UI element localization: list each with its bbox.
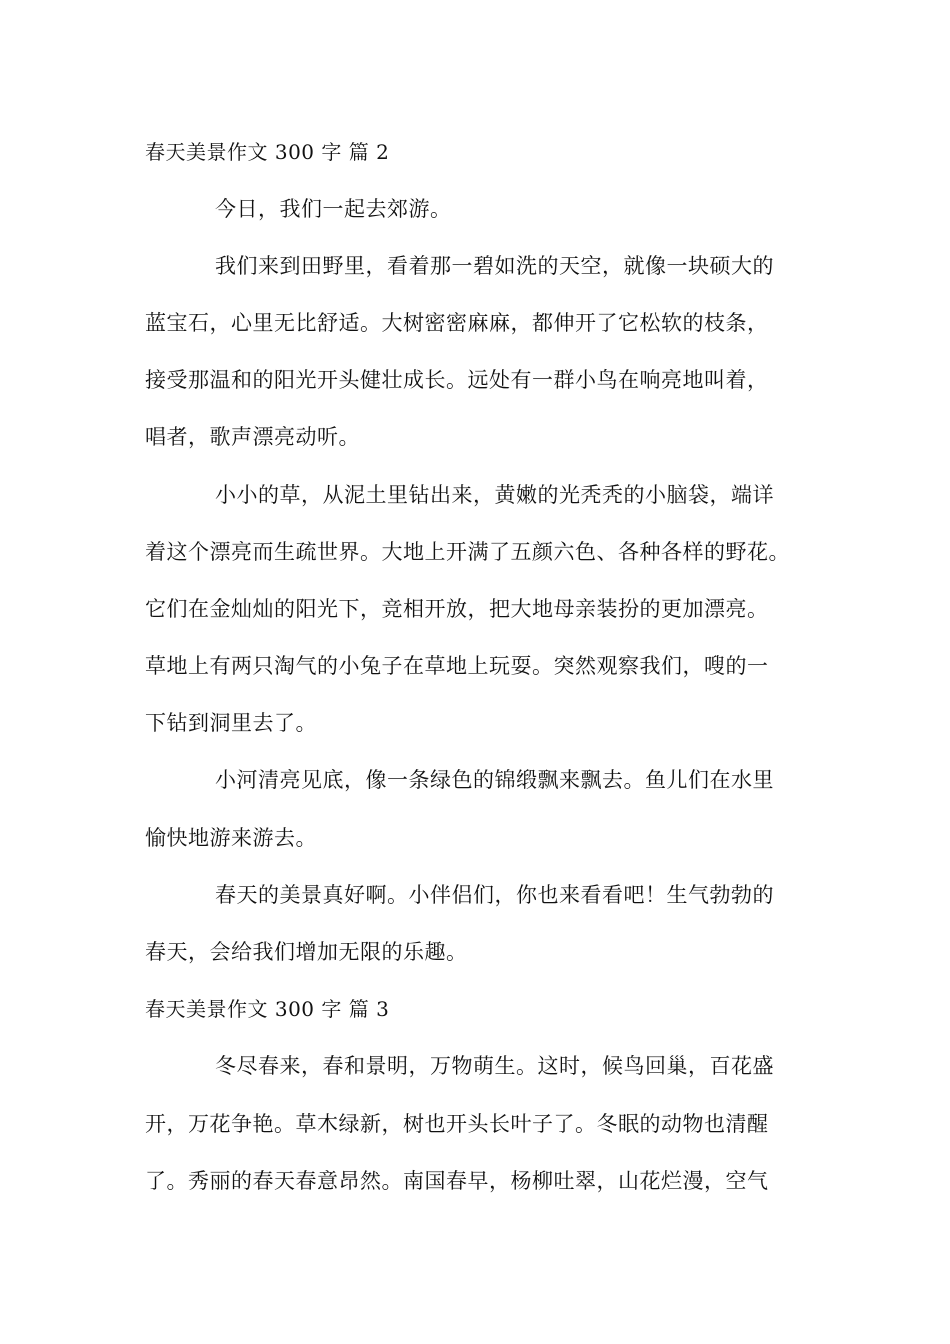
- paragraph-line: 了。秀丽的春天春意昂然。南国春早，杨柳吐翠，山花烂漫，空气: [145, 1169, 769, 1193]
- paragraph-line: 唱者，歌声漂亮动听。: [145, 425, 360, 449]
- paragraph-line: 春天，会给我们增加无限的乐趣。: [145, 940, 468, 964]
- section-heading: 春天美景作文 300 字 篇 3: [145, 997, 390, 1021]
- paragraph-line: 下钻到洞里去了。: [145, 711, 317, 735]
- paragraph-line: 冬尽春来，春和景明，万物萌生。这时，候鸟回巢，百花盛: [215, 1054, 774, 1078]
- paragraph-line: 今日，我们一起去郊游。: [215, 197, 452, 221]
- paragraph-line: 草地上有两只淘气的小兔子在草地上玩耍。突然观察我们，嗖的一: [145, 654, 769, 678]
- paragraph-line: 蓝宝石，心里无比舒适。大树密密麻麻，都伸开了它松软的枝条，: [145, 311, 769, 335]
- section-heading: 春天美景作文 300 字 篇 2: [145, 140, 390, 164]
- paragraph-line: 着这个漂亮而生疏世界。大地上开满了五颜六色、各种各样的野花。: [145, 540, 790, 564]
- paragraph-line: 春天的美景真好啊。小伴侣们，你也来看看吧！生气勃勃的: [215, 883, 774, 907]
- paragraph-line: 小小的草，从泥土里钻出来，黄嫩的光秃秃的小脑袋，端详: [215, 483, 774, 507]
- paragraph-line: 愉快地游来游去。: [145, 826, 317, 850]
- paragraph-line: 小河清亮见底，像一条绿色的锦缎飘来飘去。鱼儿们在水里: [215, 768, 774, 792]
- paragraph-line: 开，万花争艳。草木绿新，树也开头长叶子了。冬眠的动物也清醒: [145, 1112, 769, 1136]
- paragraph-line: 我们来到田野里，看着那一碧如洗的天空，就像一块硕大的: [215, 254, 774, 278]
- paragraph-line: 它们在金灿灿的阳光下，竞相开放，把大地母亲装扮的更加漂亮。: [145, 597, 769, 621]
- paragraph-line: 接受那温和的阳光开头健壮成长。远处有一群小鸟在响亮地叫着，: [145, 368, 769, 392]
